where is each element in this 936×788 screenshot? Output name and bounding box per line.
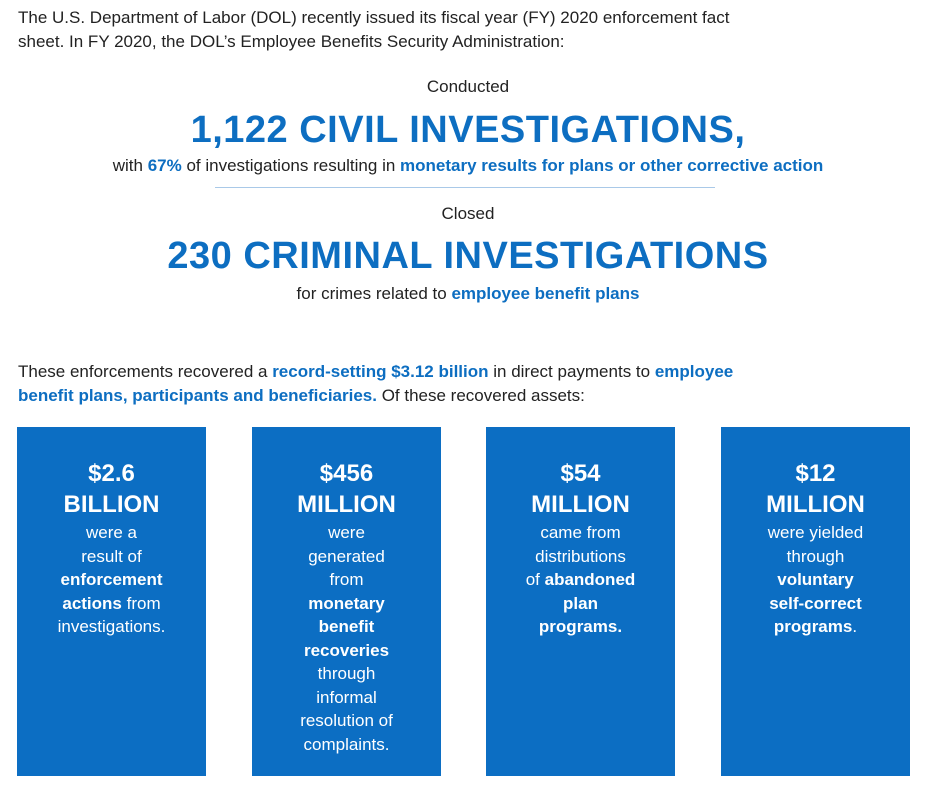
card-desc-text: informal	[316, 687, 377, 707]
card-desc-bold-text: self-correct	[769, 593, 862, 613]
recovered-paragraph	[18, 360, 918, 408]
card-desc-bold-text: enforcement	[60, 570, 163, 589]
card-amount: $456	[319, 460, 374, 487]
recovered-highlight-2a: employee	[654, 362, 734, 381]
civil-subline	[0, 156, 936, 176]
card-desc-line	[17, 615, 206, 639]
criminal-headline: 230 CRIMINAL INVESTIGATIONS	[167, 235, 769, 277]
card-desc-line	[17, 568, 206, 592]
card-desc-line	[252, 615, 441, 639]
civil-sub-highlight: monetary results for plans or other corrective action	[400, 156, 824, 175]
card-unit: BILLION	[63, 491, 160, 518]
recovered-highlight-2b: benefit plans, participants and beneficiaries.	[18, 386, 377, 405]
card-desc-line	[252, 639, 441, 663]
card-description	[486, 521, 675, 639]
card-desc-line	[721, 521, 910, 545]
criminal-pre-label	[0, 204, 936, 224]
recovered-text-2: in direct payments to	[488, 362, 655, 381]
card-desc-text: were yielded	[767, 523, 864, 542]
card-desc-line	[252, 686, 441, 710]
card-desc-bold-text: benefit	[318, 617, 375, 636]
card-desc-bold-text: voluntary	[777, 570, 854, 589]
card-desc-line	[721, 592, 910, 616]
card-description	[721, 521, 910, 639]
civil-pre-label-text: Conducted	[426, 77, 510, 96]
card-desc-bold-text: plan	[563, 593, 598, 613]
card-desc-text: through	[317, 664, 376, 683]
section-divider	[215, 187, 715, 188]
card-desc-text: generated	[308, 546, 385, 566]
intro-line-1: The U.S. Department of Labor (DOL) recently issued its fiscal year (FY) 2020 enforcement fact	[18, 8, 730, 27]
card-desc-line	[252, 521, 441, 545]
card-desc-line	[17, 545, 206, 569]
card-desc-bold-text: monetary	[308, 593, 385, 613]
civil-pre-label	[0, 77, 936, 97]
card-desc-bold-text: programs	[773, 617, 853, 636]
asset-card-4	[721, 427, 910, 776]
record-setting-amount: record-setting $3.12 billion	[272, 362, 489, 381]
card-desc-bold-text: programs.	[538, 617, 623, 636]
card-amount: $54	[560, 460, 601, 487]
card-unit: MILLION	[531, 491, 630, 518]
recovered-line-1	[18, 360, 918, 384]
card-desc-text: were	[328, 523, 365, 542]
card-unit: MILLION	[297, 491, 396, 518]
card-desc-line	[721, 568, 910, 592]
civil-sub-prefix: with	[112, 156, 148, 175]
card-unit: MILLION	[766, 491, 865, 518]
card-desc-text: result of	[81, 546, 142, 566]
card-desc-line	[486, 615, 675, 639]
card-desc-line	[252, 592, 441, 616]
criminal-sub-highlight: employee benefit plans	[451, 284, 640, 303]
asset-card-1	[17, 427, 206, 776]
criminal-pre-label-text: Closed	[441, 204, 495, 223]
card-desc-line	[486, 568, 675, 592]
card-desc-line	[252, 545, 441, 569]
card-desc-text: from	[121, 593, 161, 613]
card-desc-text: through	[786, 546, 845, 566]
card-desc-line	[486, 545, 675, 569]
card-desc-line	[721, 545, 910, 569]
card-description	[17, 521, 206, 639]
card-desc-line	[17, 521, 206, 545]
asset-card-2	[252, 427, 441, 776]
recovered-text-3: Of these recovered assets:	[376, 386, 585, 405]
card-desc-line	[721, 615, 910, 639]
card-desc-text: resolution of	[300, 711, 393, 730]
civil-headline: 1,122 CIVIL INVESTIGATIONS,	[190, 109, 746, 151]
card-desc-bold-text: abandoned	[544, 570, 636, 589]
criminal-subline	[0, 284, 936, 304]
intro-paragraph	[18, 6, 918, 54]
recovered-line-2	[18, 384, 918, 408]
card-desc-text: came from	[540, 523, 621, 542]
card-desc-line	[17, 592, 206, 616]
asset-card-3	[486, 427, 675, 776]
card-description	[252, 521, 441, 756]
recovered-text-1: These enforcements recovered a	[18, 362, 273, 381]
card-desc-text: distributions	[535, 546, 626, 566]
card-desc-text: were a	[85, 523, 138, 542]
card-desc-bold-text: recoveries	[303, 640, 390, 660]
criminal-sub-prefix: for crimes related to	[296, 284, 452, 303]
intro-line-2: sheet. In FY 2020, the DOL’s Employee Benefits Security Administration:	[18, 32, 565, 51]
card-desc-line	[486, 592, 675, 616]
card-amount: $2.6	[88, 460, 135, 487]
card-amount: $12	[795, 460, 836, 487]
card-desc-line	[252, 568, 441, 592]
card-desc-text: from	[329, 570, 364, 589]
card-desc-text: complaints.	[303, 734, 390, 754]
card-desc-text: investigations.	[57, 617, 166, 636]
civil-sub-middle: of investigations resulting in	[181, 156, 401, 175]
card-desc-text: .	[852, 617, 858, 636]
card-desc-text: of	[525, 570, 545, 589]
card-desc-line	[252, 662, 441, 686]
civil-sub-pct: 67%	[147, 156, 182, 175]
card-desc-line	[252, 709, 441, 733]
card-desc-line	[486, 521, 675, 545]
card-desc-bold-text: actions	[62, 593, 122, 613]
card-desc-line	[252, 733, 441, 757]
